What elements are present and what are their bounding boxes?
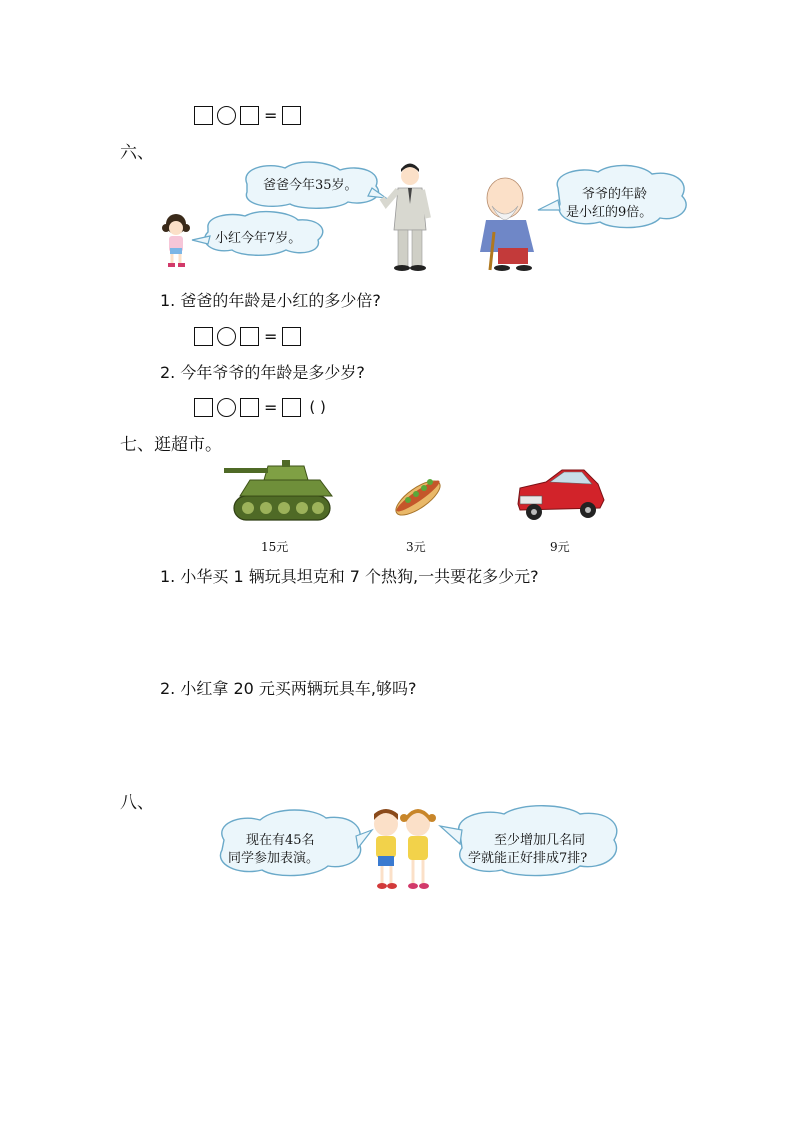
grandpa-figure [480, 178, 534, 271]
boy-figure [374, 809, 398, 889]
girl-figure [400, 809, 436, 889]
girl-xiaohong-figure [162, 214, 190, 267]
answer-box[interactable] [194, 398, 213, 417]
section-7-question-1: 1. 小华买 1 辆玩具坦克和 7 个热狗,一共要花多少元? [160, 567, 539, 586]
left-bubble-text-line2: 同学参加表演。 [228, 851, 320, 866]
answer-box[interactable] [240, 327, 259, 346]
grandpa-bubble-text-line1: 爷爷的年龄 [582, 187, 648, 202]
answer-box[interactable] [194, 327, 213, 346]
right-bubble-text-line2: 学就能正好排成7排? [468, 851, 588, 866]
section-6-heading: 六、 [120, 143, 154, 163]
car-icon [518, 470, 604, 520]
father-figure [382, 164, 428, 272]
operator-circle[interactable] [217, 398, 236, 417]
hotdog-price: 3元 [406, 540, 426, 554]
answer-box[interactable] [282, 398, 301, 417]
xiaohong-bubble-text: 小红今年7岁。 [215, 231, 302, 246]
equals-sign: = [264, 327, 278, 346]
section-6-equation-1 [194, 327, 301, 346]
unit-parenthesis[interactable]: ( ) [309, 398, 326, 416]
section-7-heading: 七、逛超市。 [120, 435, 222, 455]
tank-icon [224, 460, 332, 520]
section-7-illustration [220, 452, 620, 532]
hotdog-icon [391, 475, 445, 521]
answer-box[interactable] [240, 398, 259, 417]
answer-box[interactable] [240, 106, 259, 125]
equals-sign: = [264, 398, 278, 417]
equals-sign: = [264, 106, 278, 125]
top-equation [194, 106, 301, 125]
operator-circle[interactable] [217, 106, 236, 125]
car-price: 9元 [550, 540, 570, 554]
section-6-question-2: 2. 今年爷爷的年龄是多少岁? [160, 363, 365, 382]
left-bubble-text-line1: 现在有45名 [246, 833, 315, 848]
grandpa-bubble-text-line2: 是小红的9倍。 [566, 205, 653, 220]
answer-box[interactable] [194, 106, 213, 125]
tank-price: 15元 [261, 540, 289, 554]
answer-box[interactable] [282, 327, 301, 346]
right-bubble-text-line1: 至少增加几名同 [494, 833, 586, 848]
answer-box[interactable] [282, 106, 301, 125]
operator-circle[interactable] [217, 327, 236, 346]
section-7-question-2: 2. 小红拿 20 元买两辆玩具车,够吗? [160, 679, 417, 698]
father-bubble-text: 爸爸今年35岁。 [263, 178, 358, 193]
section-6-equation-2 [194, 398, 326, 417]
section-8-heading: 八、 [120, 793, 154, 813]
section-6-question-1: 1. 爸爸的年龄是小红的多少倍? [160, 291, 381, 310]
